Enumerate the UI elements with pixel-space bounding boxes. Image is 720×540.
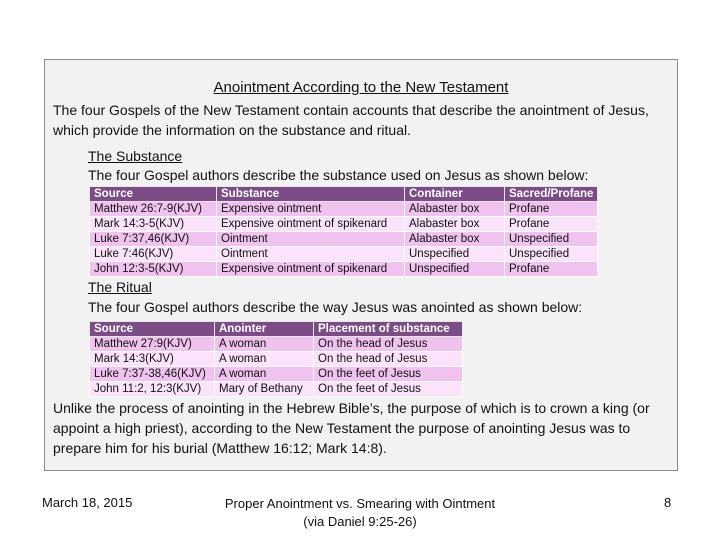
- table-cell: Unspecified: [405, 262, 505, 277]
- table-cell: Unspecified: [505, 232, 598, 247]
- table-cell: Matthew 26:7-9(KJV): [90, 202, 217, 217]
- substance-heading: The Substance: [88, 148, 183, 164]
- table-cell: On the feet of Jesus: [314, 367, 463, 382]
- table-cell: Mary of Bethany: [215, 382, 314, 397]
- table-cell: Mark 14:3(KJV): [90, 352, 215, 367]
- table-cell: Expensive ointment of spikenard: [217, 217, 405, 232]
- ritual-heading: The Ritual: [88, 279, 152, 295]
- table-cell: Mark 14:3-5(KJV): [90, 217, 217, 232]
- footer-title: [200, 495, 520, 531]
- column-header-placement: Placement of substance: [314, 322, 463, 337]
- table-cell: A woman: [215, 352, 314, 367]
- column-header-substance: Substance: [217, 187, 405, 202]
- table-row: [90, 367, 463, 382]
- table-row: [90, 337, 463, 352]
- table-cell: On the head of Jesus: [314, 352, 463, 367]
- table-cell: Alabaster box: [405, 217, 505, 232]
- table-row: [90, 352, 463, 367]
- column-header-source: Source: [90, 322, 215, 337]
- table-cell: Ointment: [217, 232, 405, 247]
- intro-paragraph: The four Gospels of the New Testament contain accounts that describe the anointment of Jesus, which provide the information on the substance and ritual.: [53, 102, 649, 138]
- table-cell: Expensive ointment of spikenard: [217, 262, 405, 277]
- table-cell: Alabaster box: [405, 232, 505, 247]
- table-row: [90, 232, 598, 247]
- table-cell: Profane: [505, 217, 598, 232]
- table-cell: Unspecified: [505, 247, 598, 262]
- column-header-anointer: Anointer: [215, 322, 314, 337]
- footer-date: March 18, 2015: [42, 495, 133, 510]
- column-header-container: Container: [405, 187, 505, 202]
- table-cell: John 12:3-5(KJV): [90, 262, 217, 277]
- ritual-table: [89, 321, 463, 397]
- column-header-source: Source: [90, 187, 217, 202]
- table-cell: Expensive ointment: [217, 202, 405, 217]
- table-cell: On the head of Jesus: [314, 337, 463, 352]
- content-box: [44, 59, 678, 471]
- table-cell: Luke 7:46(KJV): [90, 247, 217, 262]
- column-header-sacred-profane: Sacred/Profane: [505, 187, 598, 202]
- table-row: [90, 262, 598, 277]
- table-header-row: [90, 187, 598, 202]
- table-cell: A woman: [215, 337, 314, 352]
- table-cell: On the feet of Jesus: [314, 382, 463, 397]
- substance-table: [89, 186, 598, 277]
- table-row: [90, 247, 598, 262]
- footer-title-line2: (via Daniel 9:25-26): [303, 514, 417, 529]
- table-cell: Alabaster box: [405, 202, 505, 217]
- table-row: [90, 217, 598, 232]
- table-cell: Luke 7:37,46(KJV): [90, 232, 217, 247]
- table-cell: A woman: [215, 367, 314, 382]
- footer-title-line1: Proper Anointment vs. Smearing with Ointment: [224, 496, 496, 511]
- table-cell: Profane: [505, 202, 598, 217]
- page-number: 8: [664, 495, 672, 510]
- table-header-row: [90, 322, 463, 337]
- substance-description: The four Gospel authors describe the substance used on Jesus as shown below:: [88, 167, 589, 183]
- table-row: [90, 382, 463, 397]
- table-cell: John 11:2, 12:3(KJV): [90, 382, 215, 397]
- slide-title: Anointment According to the New Testament: [213, 79, 509, 96]
- closing-paragraph: Unlike the process of anointing in the Hebrew Bible’s, the purpose of which is to crown a king (or appoint a high priest), according to the New Testament the purpose of anointing Jesus was to prepare him for his burial (Matthew 16:12; Mark 14:8).: [53, 400, 650, 456]
- table-cell: Unspecified: [405, 247, 505, 262]
- table-cell: Matthew 27:9(KJV): [90, 337, 215, 352]
- table-cell: Profane: [505, 262, 598, 277]
- ritual-description: The four Gospel authors describe the way Jesus was anointed as shown below:: [88, 299, 583, 315]
- table-cell: Luke 7:37-38,46(KJV): [90, 367, 215, 382]
- table-row: [90, 202, 598, 217]
- table-cell: Ointment: [217, 247, 405, 262]
